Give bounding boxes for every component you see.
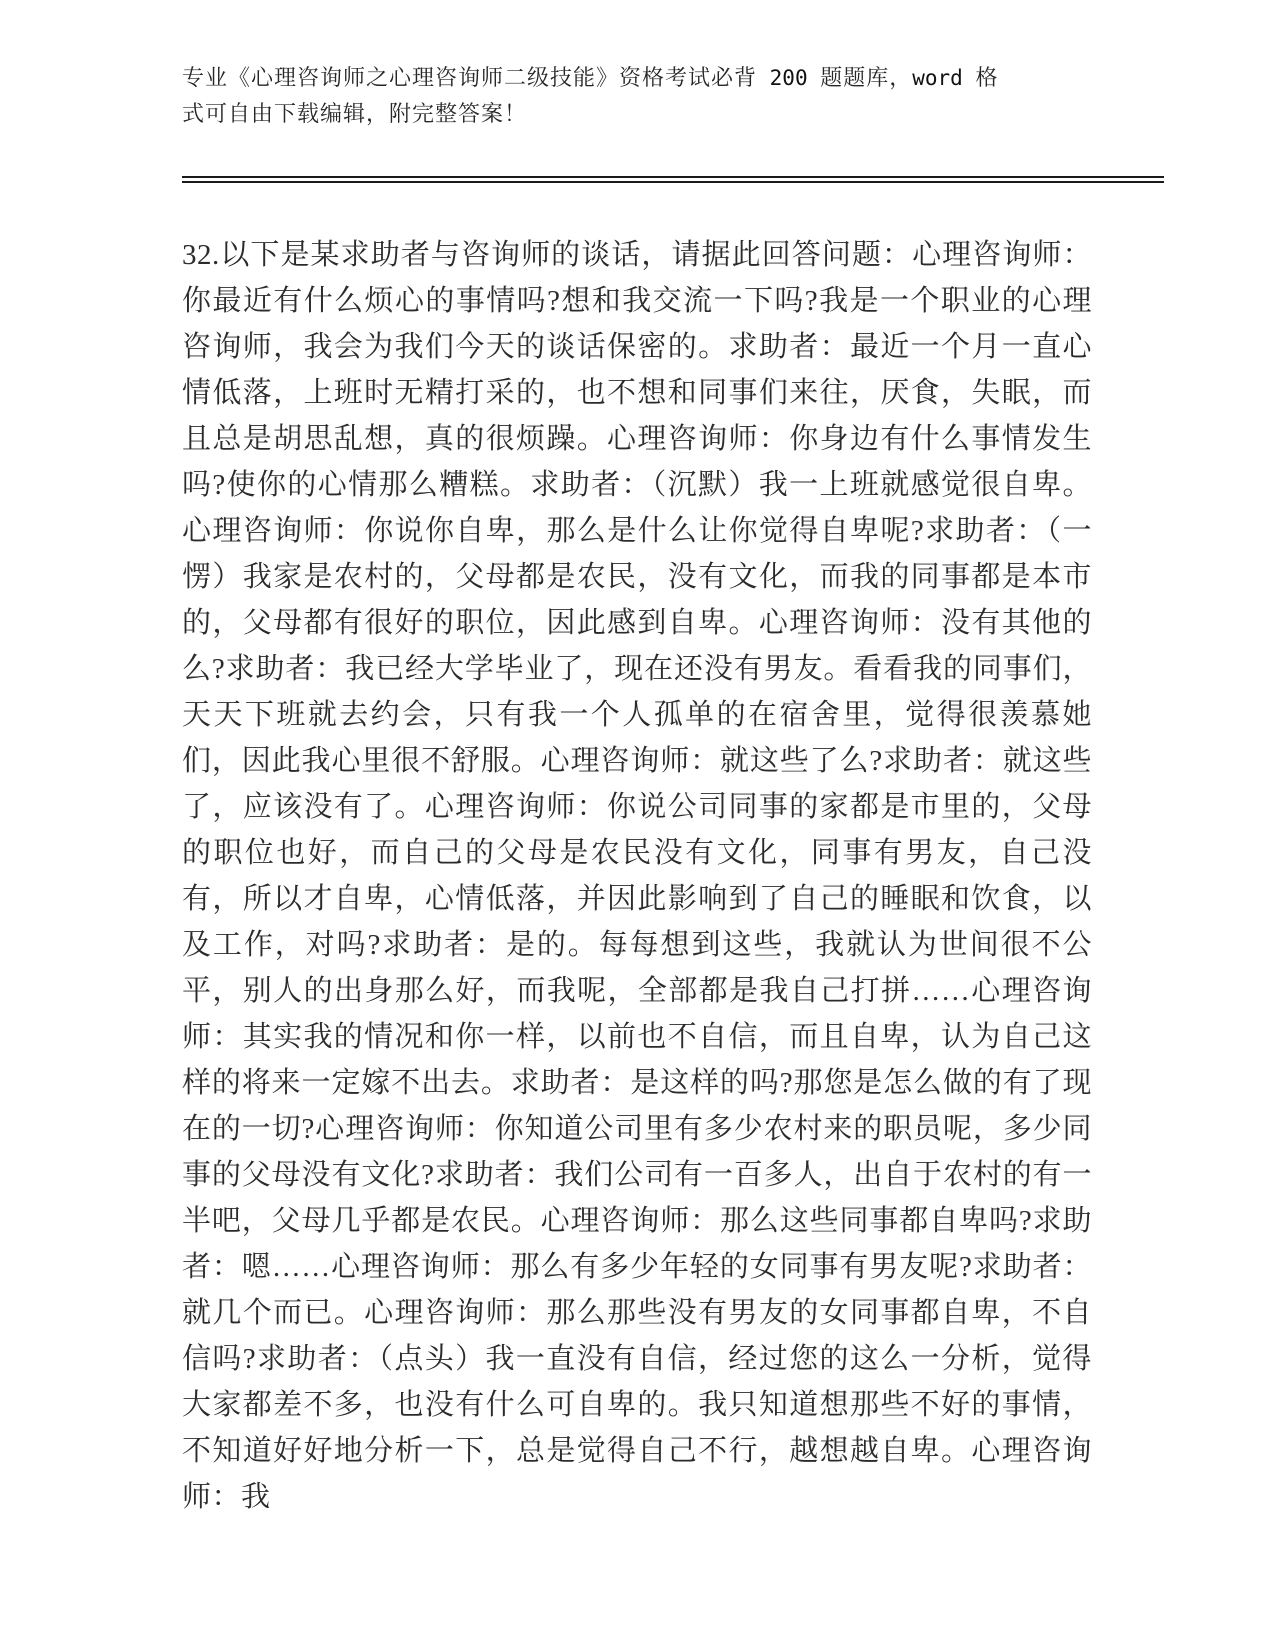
header-segment-latin-200: 200	[757, 66, 821, 90]
header-segment-cjk-3: 格式可自由下载编辑，附完整答案！	[182, 65, 999, 126]
page-header-text	[182, 60, 1002, 131]
document-body	[182, 232, 1092, 1520]
header-divider-double-rule	[182, 176, 1164, 183]
header-segment-cjk-1: 专业《心理咨询师之心理咨询师二级技能》资格考试必背	[182, 65, 758, 90]
header-segment-latin-word: word	[912, 66, 976, 90]
header-segment-cjk-2: 题题库，	[820, 65, 913, 90]
question-32-paragraph: 32.以下是某求助者与咨询师的谈话，请据此回答问题：心理咨询师：你最近有什么烦心的事情吗?想和我交流一下吗?我是一个职业的心理咨询师，我会为我们今天的谈话保密的。求助者：最近一个月一直心情低落，上班时无精打采的，也不想和同事们来往，厌食，失眠，而且总是胡思乱想，真的很烦躁。心理咨询师：你身边有什么事情发生吗?使你的心情那么糟糕。求助者：（沉默）我一上班就感觉很自卑。心理咨询师：你说你自卑，那么是什么让你觉得自卑呢?求助者：（一愣）我家是农村的，父母都是农民，没有文化，而我的同事都是本市的，父母都有很好的职位，因此感到自卑。心理咨询师：没有其他的么?求助者：我已经大学毕业了，现在还没有男友。看看我的同事们，天天下班就去约会，只有我一个人孤单的在宿舍里，觉得很羡慕她们，因此我心里很不舒服。心理咨询师：就这些了么?求助者：就这些了，应该没有了。心理咨询师：你说公司同事的家都是市里的，父母的职位也好，而自己的父母是农民没有文化，同事有男友，自己没有，所以才自卑，心情低落，并因此影响到了自己的睡眠和饮食，以及工作，对吗?求助者：是的。每每想到这些，我就认为世间很不公平，别人的出身那么好，而我呢，全部都是我自己打拼……心理咨询师：其实我的情况和你一样，以前也不自信，而且自卑，认为自己这样的将来一定嫁不出去。求助者：是这样的吗?那您是怎么做的有了现在的一切?心理咨询师：你知道公司里有多少农村来的职员呢，多少同事的父母没有文化?求助者：我们公司有一百多人，出自于农村的有一半吧，父母几乎都是农民。心理咨询师：那么这些同事都自卑吗?求助者：嗯……心理咨询师：那么有多少年轻的女同事有男友呢?求助者：就几个而已。心理咨询师：那么那些没有男友的女同事都自卑，不自信吗?求助者：（点头）我一直没有自信，经过您的这么一分析，觉得大家都差不多，也没有什么可自卑的。我只知道想那些不好的事情，不知道好好地分析一下，总是觉得自己不行，越想越自卑。心理咨询师：我	[182, 239, 1092, 1513]
